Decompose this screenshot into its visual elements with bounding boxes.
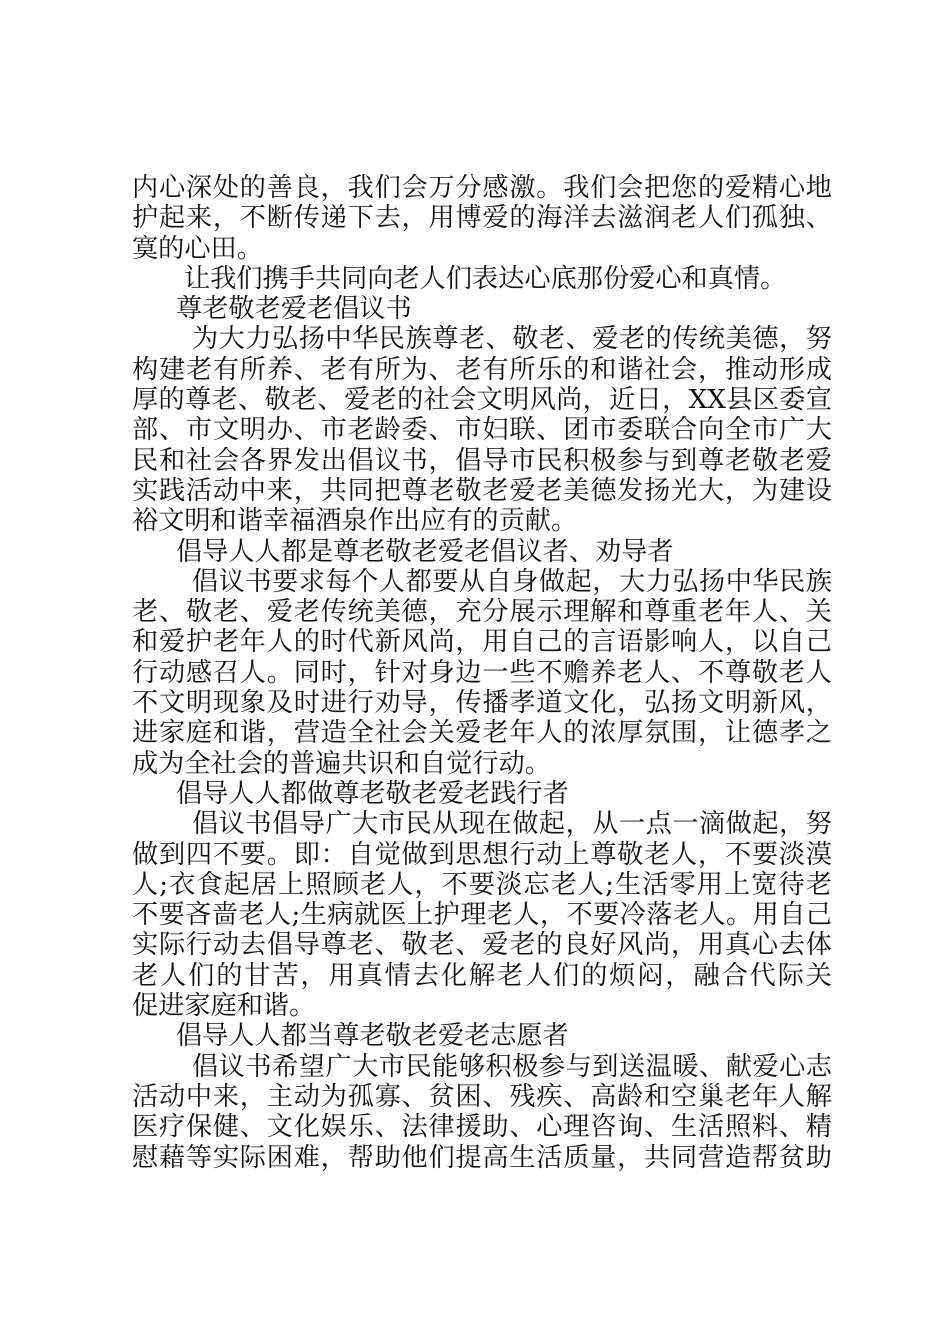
text-line: 做到四不要。即：自觉做到思想行动上尊敬老人，不要淡漠 <box>132 839 832 870</box>
text-line: 进家庭和谐，营造全社会关爱老年人的浓厚氛围，让德孝之 <box>132 718 832 749</box>
text-line: 实际行动去倡导尊老、敬老、爱老的良好风尚，用真心去体 <box>132 930 832 961</box>
text-line: 不文明现象及时进行劝导，传播孝道文化，弘扬文明新风， <box>132 688 832 719</box>
text-line: 慰藉等实际困难，帮助他们提高生活质量，共同营造帮贫助 <box>132 1142 832 1173</box>
text-line: 促进家庭和谐。 <box>132 991 316 1022</box>
text-line: 老、敬老、爱老传统美德，充分展示理解和尊重老年人、关 <box>132 597 832 628</box>
text-line: 厚的尊老、敬老、爱老的社会文明风尚，近日，XX县区委宣 <box>132 385 832 416</box>
text-line: 不要吝啬老人;生病就医上护理老人，不要冷落老人。用自己 <box>132 900 832 931</box>
text-line: 倡导人人都做尊老敬老爱老践行者 <box>176 778 569 809</box>
text-line: 成为全社会的普遍共识和自觉行动。 <box>132 748 551 779</box>
text-line: 裕文明和谐幸福酒泉作出应有的贡献。 <box>132 506 578 537</box>
text-line: 人;衣食起居上照顾老人，不要淡忘老人;生活零用上宽待老 <box>132 869 832 900</box>
text-line: 和爱护老年人的时代新风尚，用自己的言语影响人，以自己 <box>132 627 832 658</box>
text-line: 尊老敬老爱老倡议书 <box>176 294 412 325</box>
text-line: 倡导人人都当尊老敬老爱老志愿者 <box>176 1021 569 1052</box>
text-line: 寞的心田。 <box>132 233 263 264</box>
text-line: 让我们携手共同向老人们表达心底那份爱心和真情。 <box>184 263 787 294</box>
text-line: 倡议书希望广大市民能够积极参与到送温暖、献爱心志 <box>192 1051 832 1082</box>
text-line: 内心深处的善良，我们会万分感激。我们会把您的爱精心地 <box>132 173 832 203</box>
text-line: 构建老有所养、老有所为、老有所乐的和谐社会，推动形成 <box>132 354 832 385</box>
text-line: 实践活动中来，共同把尊老敬老爱老美德发扬光大，为建设 <box>132 475 832 506</box>
text-line: 医疗保健、文化娱乐、法律援助、心理咨询、生活照料、精 <box>132 1112 832 1143</box>
document-page <box>132 173 832 1173</box>
text-line: 民和社会各界发出倡议书，倡导市民积极参与到尊老敬老爱 <box>132 445 832 476</box>
text-line: 活动中来，主动为孤寡、贫困、残疾、高龄和空巢老年人解 <box>132 1081 832 1112</box>
text-line: 倡议书要求每个人都要从自身做起，大力弘扬中华民族 <box>192 566 832 597</box>
text-line: 行动感召人。同时，针对身边一些不赡养老人、不尊敬老人 <box>132 657 832 688</box>
text-line: 倡导人人都是尊老敬老爱老倡议者、劝导者 <box>176 536 674 567</box>
text-line: 为大力弘扬中华民族尊老、敬老、爱老的传统美德，努 <box>192 324 832 355</box>
text-line: 护起来，不断传递下去，用博爱的海洋去滋润老人们孤独、 <box>132 203 832 234</box>
text-line: 老人们的甘苦，用真情去化解老人们的烦闷，融合代际关 <box>132 960 832 991</box>
text-line: 部、市文明办、市老龄委、市妇联、团市委联合向全市广大 <box>132 415 832 446</box>
text-line: 倡议书倡导广大市民从现在做起，从一点一滴做起，努 <box>192 809 832 840</box>
